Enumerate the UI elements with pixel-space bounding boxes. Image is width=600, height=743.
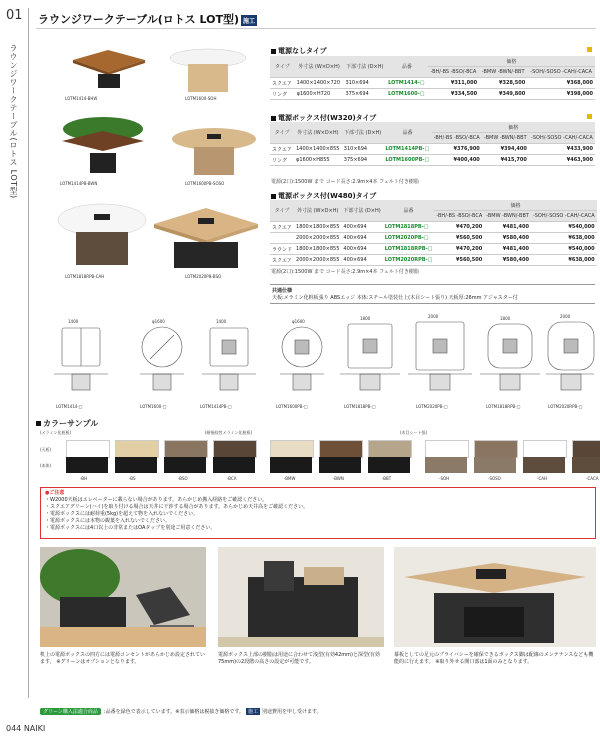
swatch-body	[572, 457, 600, 473]
dim-top: 1400	[68, 319, 79, 324]
section1-title: 電源なしタイプ	[271, 46, 327, 56]
product-label: LOTM1414-BHW	[65, 96, 98, 101]
photo-caption: 電源ボックス上部の樹脂は用途に合わせて浅型(有効42mm)と深型(有効75mm)の2段階の高さの設定が可能です。	[218, 652, 380, 665]
dim-top: 2000	[428, 314, 439, 319]
swatch-label: -BS	[129, 476, 136, 481]
title-rule	[36, 28, 596, 29]
table-row: スクエア 2000×2000×855 400×694 LOTM2020RPB-□ ¥560,500 ¥580,400 ¥638,000	[270, 255, 597, 266]
swatch-label: -CAH	[537, 476, 547, 481]
photo-caption: 幕板としての足元のプライバシーを確保できるボックス脚は配線のメンテナンスなども機能的に行えます。 ※取り外せる開口部は1面のみとなります。	[394, 652, 594, 665]
dim-top: 2000	[560, 314, 571, 319]
dim-top: 1800	[360, 316, 371, 321]
section3-title: 電源ボックス付(W480)タイプ	[271, 191, 376, 201]
group-label: (耐指紋性メラミン化粧板)	[205, 430, 253, 435]
section2-note: 電源(2口):1500W まで コード長さ:2.9m×4本 フェルト付き樹脂	[271, 179, 419, 185]
drawing-label: LOTM2020PB-□	[416, 404, 448, 409]
marker-yellow	[587, 114, 592, 119]
caution-line: ・電源ボックスには耐荷重(5kg)を超えて物を入れないでください。	[45, 511, 199, 517]
install-badge: 施工	[247, 709, 258, 715]
photo-power-box	[218, 547, 384, 647]
swatch-top	[523, 440, 567, 458]
swatch-label: -BMW	[284, 476, 296, 481]
photo-box-leg	[394, 547, 596, 647]
swatch-body	[425, 457, 467, 473]
section1-table: タイプ 外寸法 (W×D×H) 下部寸法 (D×H) 品番 価格 -BH/-BS -BSO/-BCA -BMW -BWN/-BBT -SOH/-SOSO -CAH/-CACA スクエア 1400×1400×720 310×694 LOTM1414-□ ¥311,000 ¥328,500 ¥368,000 リング φ1600×H720 375×694 LOTM1600-□ ¥334,500 ¥349,800 ¥398,000	[270, 56, 595, 100]
dim-top: φ1600	[152, 319, 165, 324]
swatch-body	[368, 457, 410, 473]
swatch-label: -SOH	[439, 476, 450, 481]
swatch-label: -BCA	[227, 476, 237, 481]
swatch-body	[164, 457, 206, 473]
photo-plant-laptop	[40, 547, 206, 647]
drawing-label: LOTM1600PB-□	[276, 404, 308, 409]
technical-drawings	[40, 316, 595, 412]
section-number: 01	[6, 8, 23, 23]
swatch-top	[474, 440, 518, 458]
product-image-lotm1414-bhw	[65, 48, 151, 88]
swatch-top	[115, 440, 159, 458]
swatch-top	[425, 440, 469, 458]
product-image-lotm2020pb-bso	[150, 204, 262, 268]
page-title	[38, 11, 257, 27]
product-label: LOTM1600-SOH	[185, 96, 217, 101]
swatch-top	[164, 440, 208, 458]
page-title-text: ラウンジワークテーブル(ロトス LOT型)	[38, 13, 239, 26]
swatch-label: -BH	[80, 476, 88, 481]
product-label: LOTM2020PB-BSO	[185, 274, 222, 279]
vertical-divider	[28, 8, 29, 698]
caution-line: ・電源ボックスには本物の観葉を入れないでください。	[45, 518, 170, 524]
swatch-top	[66, 440, 110, 458]
product-label: LOTM1818RPB-CAH	[65, 274, 105, 279]
table-row: スクエア 1400×1400×720 310×694 LOTM1414-□ ¥311,000 ¥328,500 ¥368,000	[270, 78, 595, 89]
dim-top: 1800	[500, 316, 511, 321]
drawing-label: LOTM1414PB-□	[200, 404, 232, 409]
common-spec-box	[270, 284, 595, 304]
drawing-label: LOTM1818RPB-□	[486, 404, 521, 409]
swatch-body	[523, 457, 565, 473]
table-row: スクエア 1400×1400×855 310×694 LOTM1414PB-□ ¥376,900 ¥394,400 ¥433,900	[270, 144, 595, 155]
swatch-label: -BWN	[333, 476, 344, 481]
section2-table: タイプ 外寸法 (W×D×H) 下部寸法 (D×H) 品番 価格 -BH/-BS -BSO/-BCA -BMW -BWN/-BBT -SOH/-SOSO -CAH/-CACA スクエア 1400×1400×855 310×694 LOTM1414PB-□ ¥376,900 ¥394,400 ¥433,900 リング φ1600×H855 375×694 LOTM1600PB-□ ¥400,400 ¥415,700 ¥463,900	[270, 122, 595, 166]
vertical-title: ラウンジワークテーブル(ロトス LOT型)	[9, 44, 18, 199]
table-row: ラウンド 1800×1800×855 400×694 LOTM1818RPB-□ ¥470,200 ¥481,400 ¥540,000	[270, 244, 597, 255]
product-image-lotm1414pb-bwn	[54, 115, 152, 175]
table-row: 2000×2000×855 400×694 LOTM2020PB-□ ¥560,500 ¥580,400 ¥638,000	[270, 233, 597, 244]
section3-table: タイプ 外寸法 (W×D×H) 下部寸法 (D×H) 品番 価格 -BH/-BS -BSO/-BCA -BMW -BWN/-BBT -SOH/-SOSO -CAH/-CACA スクエア 1800×1800×855 400×694 LOTM1818PB-□ ¥470,200 ¥481,400 ¥540,000 2000×2000×855 400×694 LOTM2020PB-□ ¥560,500 ¥580,400 ¥638,000 ラウンド 1800×1800×855 400×694 LOTM1818RPB-□ ¥470,200 ¥481,400 ¥540,000 スクエア 2000×2000×855 400×694 LOTM2020RPB-□ ¥560,500 ¥580,400 ¥638,000	[270, 200, 597, 266]
product-image-lotm1818rpb-cah	[56, 200, 148, 265]
caution-box	[40, 487, 596, 539]
footer-text: :品番を緑色で表示しています。※表示価格は税抜き価格です。	[103, 709, 244, 715]
table-row: リング φ1600×H855 375×694 LOTM1600PB-□ ¥400,400 ¥415,700 ¥463,900	[270, 155, 595, 166]
marker-yellow	[587, 47, 592, 52]
swatch-body	[66, 457, 108, 473]
product-image-lotm1600-soh	[168, 48, 248, 92]
table-row: リング φ1600×H720 375×694 LOTM1600-□ ¥334,500 ¥349,800 ¥398,000	[270, 89, 595, 100]
swatch-top	[213, 440, 257, 458]
product-image-lotm1600pb-soso	[170, 125, 258, 175]
section3-note: 電源(2口):1500W まで コード長さ:2.9m×4本 フェルト付き樹脂	[271, 269, 419, 275]
swatch-label: -CACA	[586, 476, 599, 481]
caution-line: ・電源ボックスには4口以上の非常またはOAタップを別途ご用意ください。	[45, 525, 216, 531]
row-label-top: (天板)	[40, 447, 52, 452]
swatch-body	[213, 457, 255, 473]
caution-line: ・W2000天板はエレベーターに載らない場合があります。あらかじめ搬入経路をご確認ください。	[45, 497, 268, 503]
caution-line: ・スクエアグリーン(ハイ)を取り付ける場合は天井に干渉する場合があります。あらかじめ天井高をご確認ください。	[45, 504, 309, 510]
row-label-body: (本体)	[40, 463, 52, 468]
group-label: (木目シート張)	[400, 430, 428, 435]
install-badge: 施工	[241, 15, 257, 26]
swatch-top	[572, 440, 600, 458]
drawing-label: LOTM1414-□	[56, 404, 83, 409]
table-row: スクエア 1800×1800×855 400×694 LOTM1818PB-□ ¥470,200 ¥481,400 ¥540,000	[270, 222, 597, 233]
swatch-top	[270, 440, 314, 458]
dim-top: φ1600	[292, 319, 305, 324]
common-spec-text: 天板:メラミン化粧板張り ABSエッジ 本体:スチール塗装仕上(木目シート張り) 天板厚:26mm アジャスター付	[272, 295, 518, 301]
swatch-top	[319, 440, 363, 458]
group-label: (メラミン化粧板)	[40, 430, 72, 435]
product-label: LOTM1414PB-BWN	[60, 181, 98, 186]
section2-title: 電源ボックス付(W320)タイプ	[271, 113, 376, 123]
footer-text: 別途費用を申し受けます。	[262, 709, 322, 715]
dim-top: 1400	[216, 319, 227, 324]
drawing-label: LOTM2020RPB-□	[548, 404, 583, 409]
drawing-label: LOTM1600-□	[140, 404, 167, 409]
swatch-body	[474, 457, 516, 473]
green-purchase-label: グリーン購入法適合商品	[40, 708, 101, 715]
swatch-label: -BSO	[178, 476, 188, 481]
swatch-body	[319, 457, 361, 473]
swatch-body	[115, 457, 157, 473]
footer-legend	[40, 708, 322, 715]
photo-caption: 机上の電源ボックスの四方には電源コンセントがあらかじめ設定されています。 ※グリーンはオプションとなります。	[40, 652, 205, 665]
common-spec-title: 共通仕様	[272, 288, 293, 294]
drawing-label: LOTM1818PB-□	[344, 404, 376, 409]
color-sample-title: カラーサンプル	[36, 418, 98, 429]
swatch-label: -SOSO	[488, 476, 501, 481]
product-label: LOTM1600PB-SOSO	[185, 181, 225, 186]
swatch-label: -BBT	[382, 476, 392, 481]
caution-title: ●ご注意	[45, 490, 65, 496]
swatch-body	[270, 457, 312, 473]
page-number: 044 NAIKI	[6, 724, 46, 733]
swatch-top	[368, 440, 412, 458]
